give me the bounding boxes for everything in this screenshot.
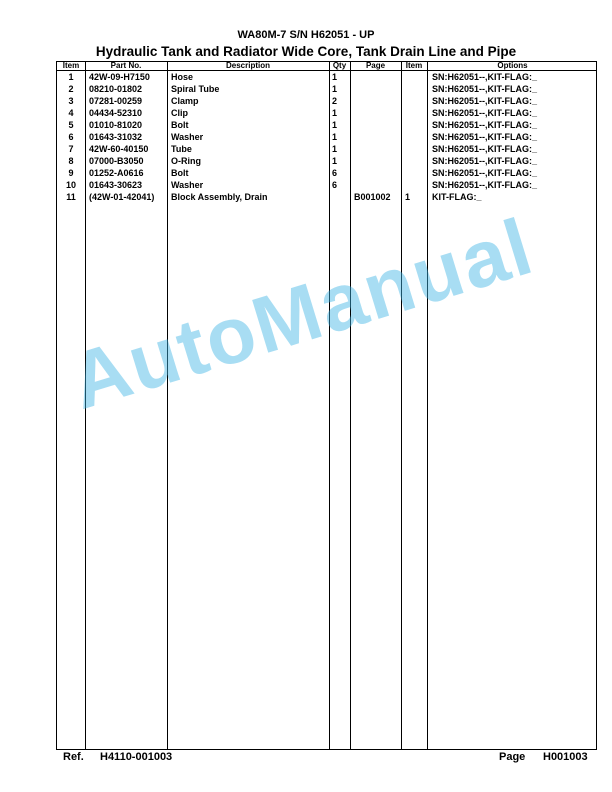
cell-desc: Washer [171,132,204,142]
cell-qty: 1 [332,72,338,82]
cell-item: 7 [68,144,74,154]
footer-page-label: Page [499,751,526,763]
cell-item: 3 [68,96,74,106]
cell-part: 42W-09-H7150 [89,72,150,82]
cell-qty: 2 [332,96,338,106]
cell-part: 01643-31032 [89,132,143,142]
cell-opt: SN:H62051--,KIT-FLAG:_ [432,168,538,178]
table-row [57,119,596,131]
cell-opt: SN:H62051--,KIT-FLAG:_ [432,180,538,190]
cell-part: 08210-01802 [89,84,143,94]
cell-item: 5 [68,120,74,130]
cell-desc: Block Assembly, Drain [171,192,268,202]
cell-qty: 6 [332,180,338,190]
cell-item: 2 [68,84,74,94]
table-row [57,179,596,191]
cell-part: (42W-01-42041) [89,192,155,202]
cell-desc: Spiral Tube [171,84,220,94]
cell-part: 01252-A0616 [89,168,144,178]
table-row [57,71,596,83]
table-row [57,95,596,107]
cell-opt: SN:H62051--,KIT-FLAG:_ [432,108,538,118]
cell-qty: 1 [332,156,338,166]
footer-ref-label: Ref. [63,751,84,763]
cell-qty: 1 [332,120,338,130]
col-header-page-item: Item [405,61,423,70]
footer-ref-value: H4110-001003 [100,751,173,763]
table-row [57,155,596,167]
table-row [57,167,596,179]
cell-item: 11 [66,192,76,202]
col-header-page: Page [365,61,386,70]
cell-qty: 1 [332,108,338,118]
cell-opt: SN:H62051--,KIT-FLAG:_ [432,96,538,106]
cell-part: 07000-B3050 [89,156,144,166]
cell-desc: Bolt [171,120,189,130]
cell-qty: 6 [332,168,338,178]
cell-opt: SN:H62051--,KIT-FLAG:_ [432,144,538,154]
col-header-part-no: Part No. [110,61,142,70]
table-row [57,107,596,119]
cell-part: 04434-52310 [89,108,143,118]
cell-desc: Washer [171,180,204,190]
cell-item: 4 [68,108,74,118]
table-row [57,143,596,155]
cell-opt: SN:H62051--,KIT-FLAG:_ [432,156,538,166]
table-row [57,131,596,143]
cell-desc: Bolt [171,168,189,178]
cell-part: 01643-30623 [89,180,143,190]
cell-pitem: 1 [405,192,411,202]
cell-opt: SN:H62051--,KIT-FLAG:_ [432,84,538,94]
cell-opt: SN:H62051--,KIT-FLAG:_ [432,132,538,142]
cell-item: 6 [68,132,74,142]
cell-desc: Clamp [171,96,199,106]
cell-desc: Hose [171,72,194,82]
col-header-options: Options [497,61,528,70]
cell-qty: 1 [332,84,338,94]
cell-part: 01010-81020 [89,120,143,130]
cell-item: 8 [68,156,74,166]
cell-desc: O-Ring [171,156,201,166]
col-header-qty: Qty [332,61,347,70]
cell-page: B001002 [354,192,391,202]
page-title: Hydraulic Tank and Radiator Wide Core, Tank Drain Line and Pipe [95,44,517,59]
cell-qty: 1 [332,144,338,154]
watermark: AutoManual [60,201,544,427]
col-header-item: Item [62,61,80,70]
cell-opt: SN:H62051--,KIT-FLAG:_ [432,120,538,130]
cell-opt: KIT-FLAG:_ [432,192,482,202]
cell-desc: Clip [171,108,188,118]
cell-part: 42W-60-40150 [89,144,149,154]
cell-item: 10 [65,180,76,190]
table-row [57,83,596,95]
cell-qty: 1 [332,132,338,142]
col-header-description: Description [225,61,270,70]
footer-page-value: H001003 [543,751,588,763]
cell-item: 9 [68,168,74,178]
cell-desc: Tube [171,144,192,154]
cell-opt: SN:H62051--,KIT-FLAG:_ [432,72,538,82]
cell-part: 07281-00259 [89,96,143,106]
model-title: WA80M-7 S/N H62051 - UP [237,29,375,41]
table-body [57,71,596,203]
cell-item: 1 [68,72,74,82]
